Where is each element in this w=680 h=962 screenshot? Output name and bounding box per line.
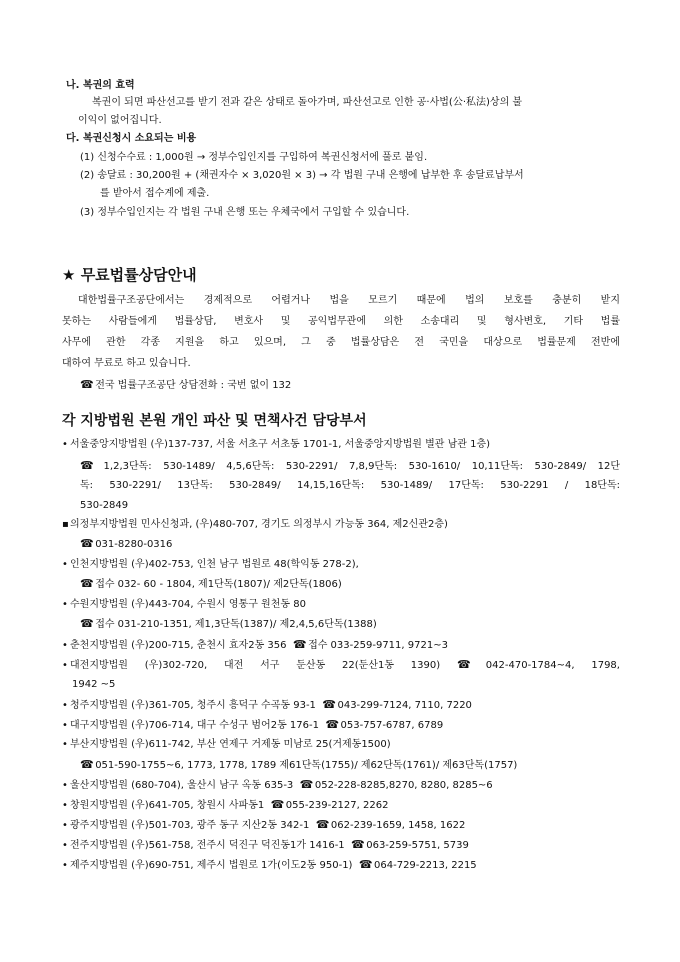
- legal-aid-title: [62, 265, 197, 285]
- court-incheon-phone-text: 접수 032- 60 - 1804, 제1단독(1807)/ 제2단독(1806): [95, 579, 342, 590]
- bullet-icon: •: [62, 700, 68, 711]
- court-daejeon-phone-cont: 1942 ~5: [72, 679, 116, 690]
- court-gwangju-phone: 062-239-1659, 1458, 1622: [330, 820, 466, 831]
- court-cheongju-address: 청주지방법원 (우)361-705, 청주시 흥덕구 수곡동 93-1: [70, 700, 316, 711]
- court-chuncheon-phone: 접수 033-259-9711, 9721~3: [308, 640, 448, 651]
- court-busan-address: 부산지방법원 (우)611-742, 부산 연제구 거제동 미남로 25(거제동1500): [70, 739, 391, 750]
- court-seoul-phone-line: 독: 530-2291/ 13단독: 530-2849/ 14,15,16단독: 530-1489/ 17단독: 530-2291 / 18단독:: [80, 480, 620, 491]
- court-uijeongbu-phone: [80, 537, 172, 552]
- phone-icon: ☎: [80, 378, 94, 391]
- court-jeonju-address: 전주지방법원 (우)561-758, 전주시 덕진구 덕진동1가 1416-1: [70, 840, 345, 851]
- cost-item: (3) 정부수입인지는 각 법원 구내 은행 또는 우체국에서 구입할 수 있습니다.: [80, 207, 410, 218]
- bullet-icon: •: [62, 739, 68, 750]
- phone-icon: ☎: [80, 537, 94, 550]
- bullet-icon: •: [62, 820, 68, 831]
- court-seoul: [62, 438, 490, 452]
- phone-icon: ☎: [456, 658, 471, 671]
- bullet-icon: •: [62, 640, 68, 651]
- court-jeonju: [62, 838, 469, 853]
- phone-icon: ☎: [80, 459, 94, 472]
- court-changwon-address: 창원지방법원 (우)641-705, 창원시 사파동1: [70, 800, 265, 811]
- court-changwon-phone: 055-239-2127, 2262: [285, 800, 389, 811]
- court-seoul-address: 서울중앙지방법원 (우)137-737, 서울 서초구 서초동 1701-1, 서울중앙지방법원 별관 남관 1층): [70, 439, 491, 450]
- square-bullet-icon: ▪: [62, 519, 69, 530]
- court-suwon: [62, 598, 306, 612]
- court-daejeon-phone: 042-470-1784~4, 1798,: [485, 660, 620, 671]
- effect-heading: 나. 복권의 효력: [66, 80, 135, 91]
- phone-icon: ☎: [299, 778, 314, 791]
- court-ulsan: [62, 778, 493, 793]
- bullet-icon: •: [62, 439, 68, 450]
- phone-icon: ☎: [358, 858, 373, 871]
- court-ulsan-phone: 052-228-8285,8270, 8280, 8285~6: [314, 780, 493, 791]
- bullet-icon: •: [62, 840, 68, 851]
- court-chuncheon-address: 춘천지방법원 (우)200-715, 춘천시 효자2동 356: [70, 640, 287, 651]
- court-jeju: [62, 858, 477, 873]
- effect-text-line: 복권이 되면 파산선고를 받기 전과 같은 상태로 돌아가며, 파산선고로 인한 공·사법(公·私法)상의 불: [92, 97, 523, 108]
- bullet-icon: •: [62, 720, 68, 731]
- court-incheon: [62, 558, 359, 572]
- court-seoul-phone-line: 530-2849: [80, 500, 129, 511]
- legal-aid-paragraph-line: 못하는 사람들에게 법률상담, 변호사 및 공익법무관에 의한 소송대리 및 형사변호, 기타 법률: [62, 316, 620, 327]
- court-incheon-address: 인천지방법원 (우)402-753, 인천 남구 법원로 48(학익동 278-2),: [70, 559, 359, 570]
- bullet-icon: •: [62, 660, 68, 671]
- court-suwon-address: 수원지방법원 (우)443-704, 수원시 영통구 원천동 80: [70, 599, 306, 610]
- bullet-icon: •: [62, 599, 68, 610]
- cost-item: 를 받아서 접수계에 제출.: [100, 188, 210, 199]
- court-cheongju-phone: 043-299-7124, 7110, 7220: [337, 700, 472, 711]
- bullet-icon: •: [62, 800, 68, 811]
- star-icon: ★: [62, 266, 76, 284]
- legal-aid-phone: [80, 378, 291, 393]
- phone-icon: ☎: [292, 638, 307, 651]
- phone-icon: ☎: [80, 758, 94, 771]
- court-daegu-phone: 053-757-6787, 6789: [340, 720, 444, 731]
- effect-text-line: 이익이 없어집니다.: [78, 115, 162, 126]
- cost-heading: 다. 복권신청시 소요되는 비용: [66, 133, 197, 144]
- court-jeju-address: 제주지방법원 (우)690-751, 제주시 법원로 1가(이도2동 950-1): [70, 860, 353, 871]
- court-seoul-phone-line: 1,2,3단독: 530-1489/ 4,5,6단독: 530-2291/ 7,8,9단독: 530-1610/ 10,11단독: 530-2849/ 12단: [103, 461, 620, 472]
- bullet-icon: •: [62, 559, 68, 570]
- court-jeonju-phone: 063-259-5751, 5739: [366, 840, 469, 851]
- court-gwangju-address: 광주지방법원 (우)501-703, 광주 동구 지산2동 342-1: [70, 820, 310, 831]
- legal-aid-paragraph-line: 대하여 무료로 하고 있습니다.: [62, 358, 191, 369]
- phone-icon: ☎: [322, 698, 336, 711]
- court-changwon: [62, 798, 388, 813]
- court-daegu: [62, 718, 443, 733]
- court-ulsan-address: 울산지방법원 (680-704), 울산시 남구 옥동 635-3: [70, 780, 294, 791]
- court-daegu-address: 대구지방법원 (우)706-714, 대구 수성구 범어2동 176-1: [70, 720, 319, 731]
- court-seoul-phones: [80, 459, 620, 474]
- cost-item: (1) 신청수수료 : 1,000원 → 정부수입인지를 구입하여 복권신청서에 풀로 붙임.: [80, 152, 428, 163]
- cost-item: (2) 송달료 : 30,200원 + (채권자수 × 3,020원 × 3) → 각 법원 구내 은행에 납부한 후 송달료납부서: [80, 170, 524, 181]
- court-busan-phone-text: 051-590-1755~6, 1773, 1778, 1789 제61단독(1755)/ 제62단독(1761)/ 제63단독(1757): [95, 760, 518, 771]
- phone-icon: ☎: [315, 818, 330, 831]
- court-suwon-phone: [80, 617, 377, 632]
- legal-aid-title-text: 무료법률상담안내: [80, 266, 197, 284]
- court-busan: [62, 738, 391, 752]
- court-daejeon: [62, 658, 620, 673]
- phone-icon: ☎: [80, 617, 94, 630]
- bullet-icon: •: [62, 780, 68, 791]
- court-incheon-phone: [80, 577, 342, 592]
- phone-icon: ☎: [351, 838, 365, 851]
- court-busan-phone: [80, 758, 517, 773]
- court-uijeongbu-phone-text: 031-8280-0316: [95, 539, 173, 550]
- court-gwangju: [62, 818, 465, 833]
- court-jeju-phone: 064-729-2213, 2215: [374, 860, 477, 871]
- court-chuncheon: [62, 638, 448, 653]
- phone-icon: ☎: [325, 718, 340, 731]
- phone-icon: ☎: [270, 798, 285, 811]
- court-uijeongbu-address: 의정부지방법원 민사신청과, (우)480-707, 경기도 의정부시 가능동 364, 제2신관2층): [70, 519, 448, 530]
- court-suwon-phone-text: 접수 031-210-1351, 제1,3단독(1387)/ 제2,4,5,6단독(1388): [95, 619, 377, 630]
- bullet-icon: •: [62, 860, 68, 871]
- court-uijeongbu: [62, 518, 448, 532]
- legal-aid-paragraph-line: 사무에 관한 각종 지원을 하고 있으며, 그 중 법률상담은 전 국민을 대상으로 법률문제 전반에: [62, 337, 620, 348]
- courts-heading: 각 지방법원 본원 개인 파산 및 면책사건 담당부서: [62, 413, 367, 429]
- legal-aid-paragraph-line: 대한법률구조공단에서는 경제적으로 어렵거나 법을 모르기 때문에 법의 보호를 충분히 받지: [78, 295, 620, 306]
- legal-aid-phone-text: 전국 법률구조공단 상담전화 : 국번 없이 132: [95, 380, 292, 391]
- court-daejeon-address: 대전지방법원 (우)302-720, 대전 서구 둔산동 22(둔산1동 1390): [70, 660, 441, 671]
- phone-icon: ☎: [80, 577, 94, 590]
- court-cheongju: [62, 698, 472, 713]
